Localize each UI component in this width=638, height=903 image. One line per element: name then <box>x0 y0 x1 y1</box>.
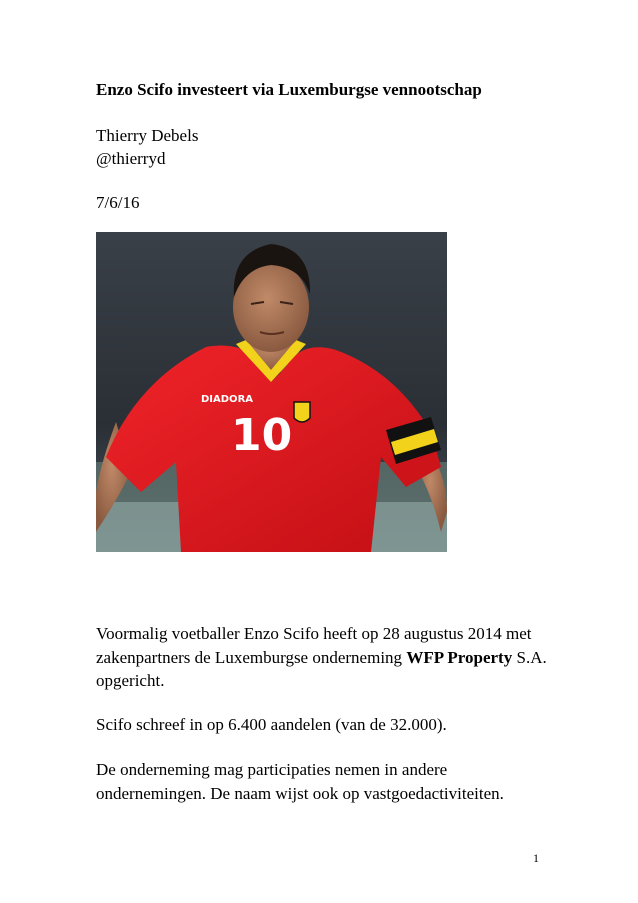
sponsor-text: DIADORA <box>201 394 254 405</box>
article-photo <box>96 232 447 552</box>
article-title: Enzo Scifo investeert via Luxemburgse vennootschap <box>96 80 482 99</box>
company-name: WFP Property <box>406 647 513 667</box>
paragraph-shares: Scifo schreef in op 6.400 aandelen (van de 32.000). <box>96 715 447 734</box>
author-name: Thierry Debels <box>96 126 199 145</box>
paragraph-activities: De onderneming mag participaties nemen in andere ondernemingen. De naam wijst ook op vastgoedactiviteiten. <box>96 760 504 803</box>
paragraph-founding-text-1: Voormalig voetballer Enzo Scifo heeft op 28 augustus 2014 met zakenpartners de Luxemburgse onderneming <box>96 624 532 667</box>
paragraph-founding <box>96 622 556 693</box>
author-handle: @thierryd <box>96 149 166 168</box>
page-number: 1 <box>533 851 539 865</box>
shirt-number: 10 <box>231 410 293 461</box>
article-date: 7/6/16 <box>96 193 140 212</box>
paragraph-founding-text-2: S.A. opgericht. <box>96 647 547 690</box>
